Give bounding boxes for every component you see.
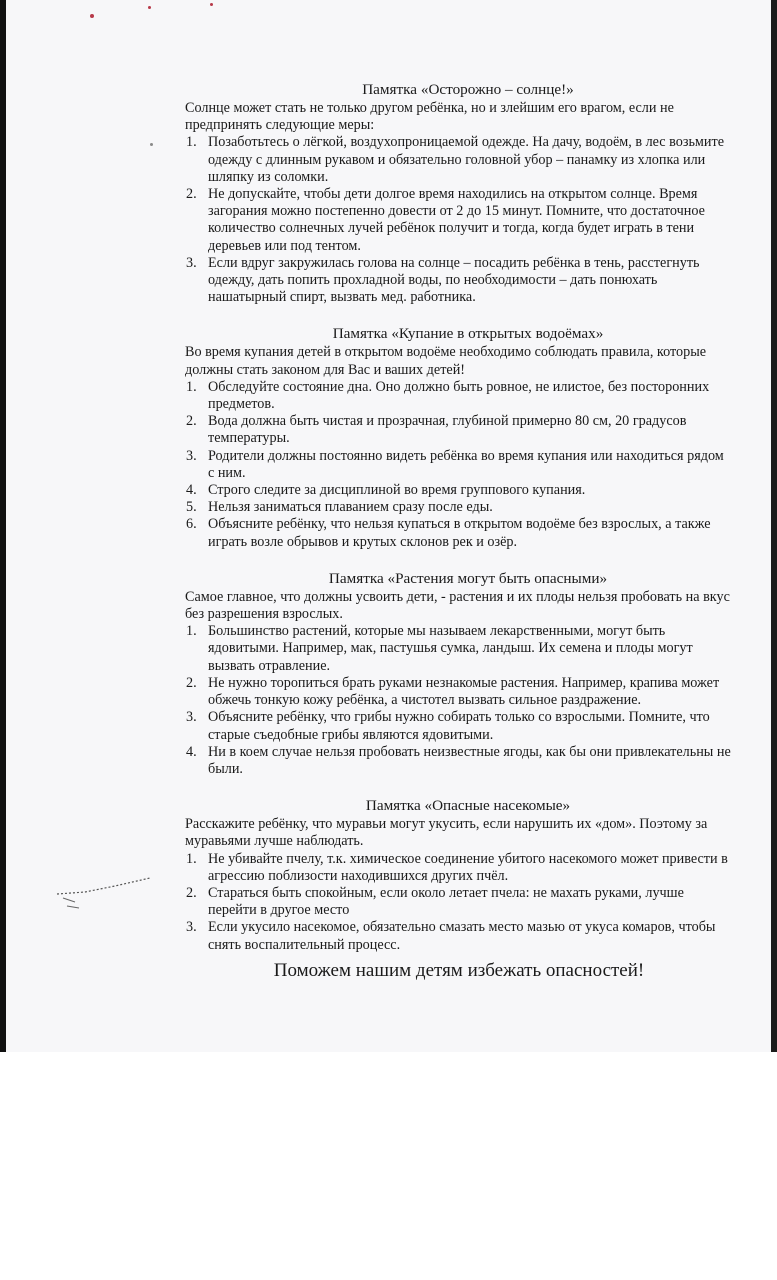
list-item: 4. Строго следите за дисциплиной во время группового купания.: [186, 482, 586, 499]
list-item: 4. Ни в коем случае нельзя пробовать неизвестные ягоды, как бы они привлекательны не были.: [186, 743, 731, 777]
memo-intro: Солнце может стать не только другом ребёнка, но и злейшим его врагом, если не предпринять следующие меры:: [185, 100, 674, 134]
scan-right-edge: [771, 0, 777, 1052]
list-item: 1. Большинство растений, которые мы называем лекарственными, могут быть ядовитыми. Например, мак, пастушья сумка, ландыш. Их семена и плоды могут вызвать отравление.: [186, 623, 693, 674]
list-item: 2. Не допускайте, чтобы дети долгое время находились на открытом солнце. Время загорания можно постепенно довести от 2 до 15 минут. Помните, что достаточное количество солнечных лучей ребёнок получит и тогда, когда будет играть в тени деревьев или под тентом.: [186, 186, 705, 254]
list-item: 2. Не нужно торопиться брать руками незнакомые растения. Например, крапива может обжечь тонкую кожу ребёнка, а чистотел вызвать сильное раздражение.: [186, 674, 720, 709]
list-item: 6. Объясните ребёнку, что нельзя купаться в открытом водоёме без взрослых, а также играть возле обрывов и крутых склонов рек и озёр.: [186, 516, 711, 550]
memo-swimming: [185, 324, 733, 550]
memo-title: Памятка «Купание в открытых водоёмах»: [332, 325, 604, 343]
memo-list: [185, 851, 733, 954]
document-body: [185, 80, 733, 954]
memo-list: [185, 134, 733, 306]
memo-list: [185, 379, 733, 551]
memo-sun: [185, 80, 733, 306]
memo-intro: Самое главное, что должны усвоить дети, - растения и их плоды нельзя пробовать на вкус без разрешения взрослых.: [185, 588, 730, 623]
memo-list: [185, 623, 733, 778]
scan-left-edge: [0, 0, 6, 1052]
closing-slogan: Поможем нашим детям избежать опасностей!: [273, 960, 645, 981]
list-item: 1. Позаботьтесь о лёгкой, воздухопроницаемой одежде. На дачу, водоём, в лес возьмите одежду с длинным рукавом и обязательно головной убор – панамку из хлопка или шляпку из соломки.: [186, 134, 724, 185]
pencil-scribble: [55, 872, 165, 912]
list-item: 3. Если вдруг закружилась голова на солнце – посадить ребёнка в тень, расстегнуть одежду, дать попить прохладной воды, по необходимости – дать понюхать нашатырный спирт, вызвать мед. работника.: [186, 254, 700, 306]
list-item: 3. Родители должны постоянно видеть ребёнка во время купания или находиться рядом с ним.: [186, 447, 724, 481]
memo-insects: [185, 796, 733, 954]
list-item: 2. Вода должна быть чистая и прозрачная, глубиной примерно 80 см, 20 градусов температуры.: [186, 413, 687, 447]
scan-speck: [148, 6, 151, 9]
memo-title: Памятка «Опасные насекомые»: [365, 797, 571, 815]
memo-title: Памятка «Осторожно – солнце!»: [362, 81, 574, 98]
list-item: 5. Нельзя заниматься плаванием сразу после еды.: [186, 499, 493, 516]
scan-speck: [210, 3, 213, 6]
list-item: 1. Обследуйте состояние дна. Оно должно быть ровное, не илистое, без посторонних предметов.: [186, 378, 710, 413]
memo-title: Памятка «Растения могут быть опасными»: [328, 569, 608, 587]
memo-plants: [185, 569, 733, 778]
list-item: 1. Не убивайте пчелу, т.к. химическое соединение убитого насекомого может привести в агрессию поблизости находившихся других пчёл.: [186, 850, 728, 884]
list-item: 3. Если укусило насекомое, обязательно смазать место мазью от укуса комаров, чтобы снять воспалительный процесс.: [186, 919, 716, 953]
scan-speck: [150, 143, 153, 146]
list-item: 2. Стараться быть спокойным, если около летает пчела: не махать руками, лучше перейти в другое место: [186, 884, 684, 919]
memo-intro: Во время купания детей в открытом водоёме необходимо соблюдать правила, которые должны стать законом для Вас и ваших детей!: [185, 344, 707, 378]
memo-intro: Расскажите ребёнку, что муравьи могут укусить, если нарушить их «дом». Поэтому за муравьями лучше наблюдать.: [185, 816, 708, 850]
list-item: 3. Объясните ребёнку, что грибы нужно собирать только со взрослыми. Помните, что старые съедобные грибы являются ядовитыми.: [186, 709, 710, 743]
scan-speck: [90, 14, 94, 18]
